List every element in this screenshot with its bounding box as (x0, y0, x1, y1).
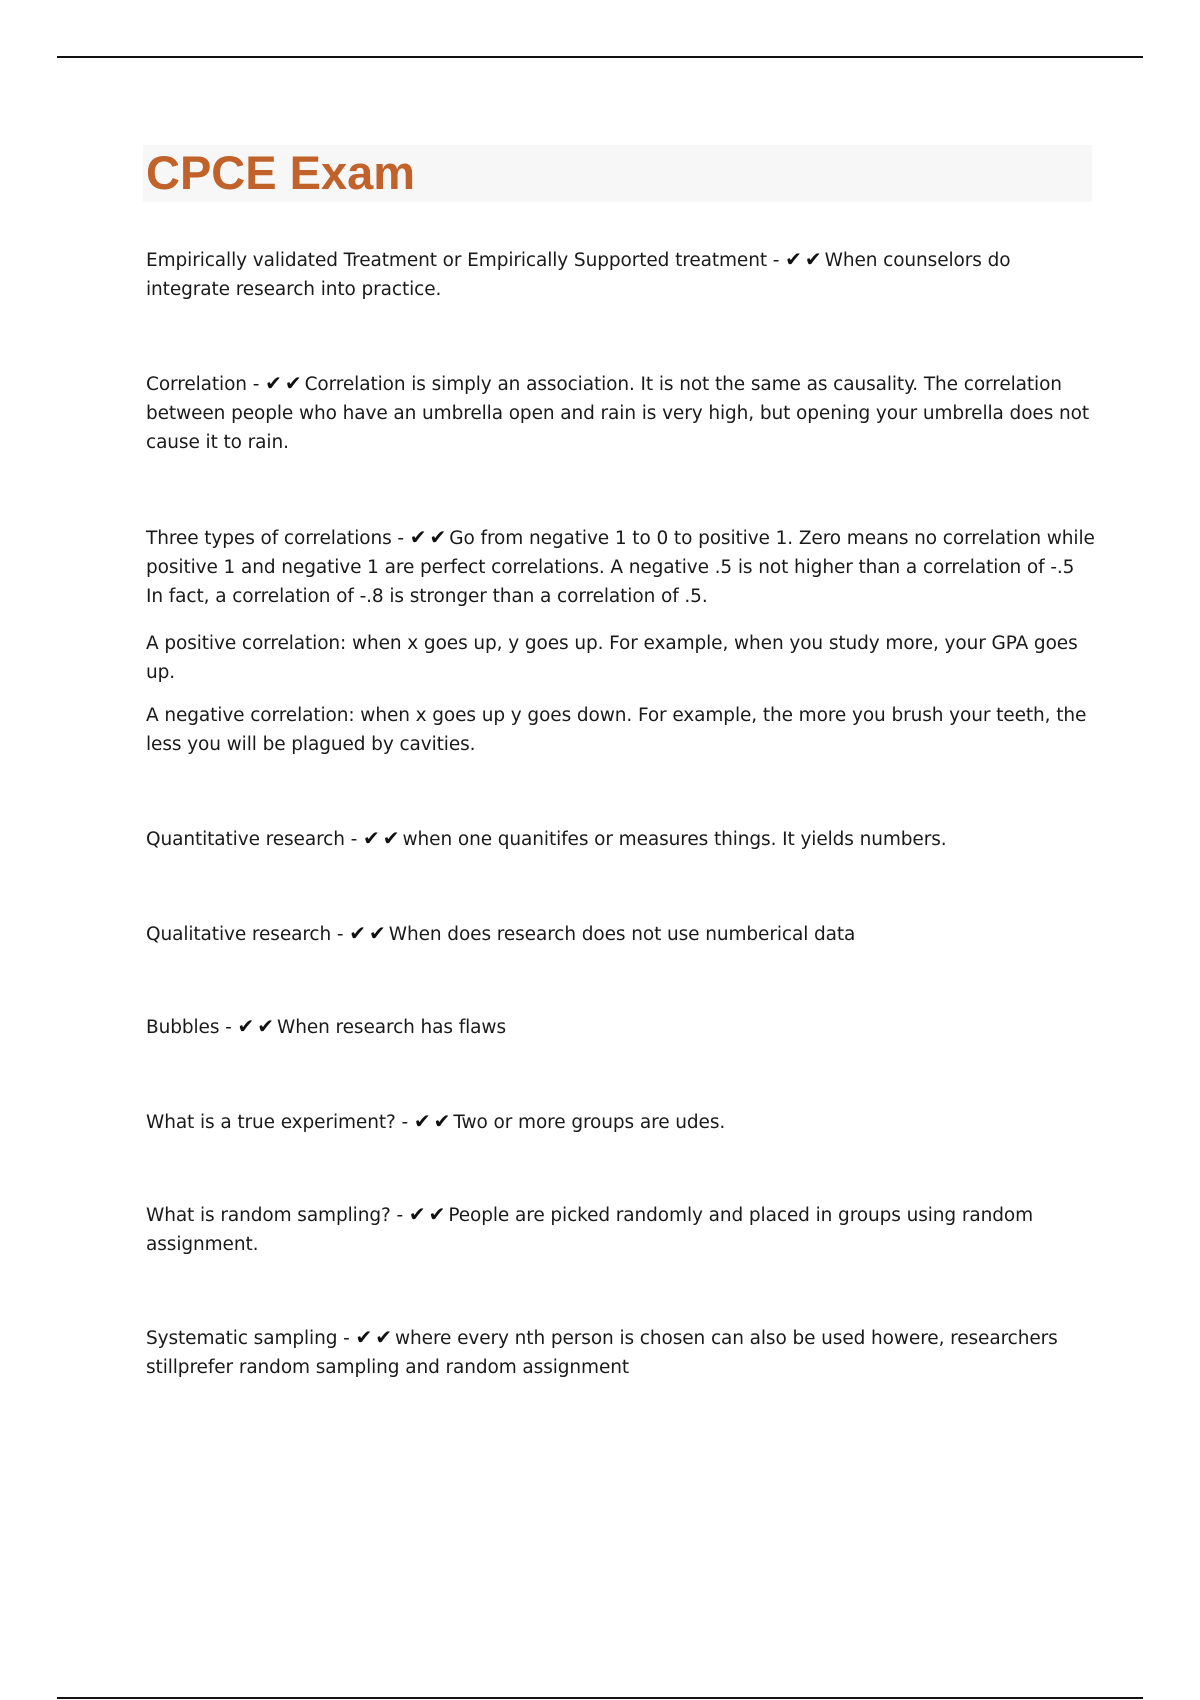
double-check-icon: ✔✔ (363, 826, 403, 850)
qa-text (146, 919, 1096, 949)
qa-text (146, 245, 1096, 304)
qa-text (146, 369, 1096, 457)
double-check-icon: ✔✔ (785, 247, 825, 271)
term: What is a true experiment? - (146, 1112, 409, 1133)
definition: where every nth person is chosen can also be used howere, researchers stillprefer random sampling and random assignment (146, 1328, 1058, 1378)
bottom-rule (57, 1697, 1143, 1699)
qa-entry (146, 523, 1096, 611)
term: Qualitative research - (146, 924, 344, 945)
qa-text (146, 824, 1096, 854)
definition: When counselors do integrate research into practice. (146, 250, 1011, 300)
term: Bubbles - (146, 1017, 232, 1038)
qa-text (146, 1323, 1096, 1382)
document-title: CPCE Exam (146, 146, 416, 199)
double-check-icon: ✔✔ (355, 1325, 396, 1349)
double-check-icon: ✔✔ (413, 1109, 454, 1133)
term: What is random sampling? - (146, 1205, 404, 1226)
definition: when one quanitifes or measures things. It yields numbers. (402, 829, 947, 850)
qa-entry (146, 824, 1096, 854)
qa-text (146, 1107, 1096, 1137)
double-check-icon: ✔✔ (237, 1014, 278, 1038)
term: Quantitative research - (146, 829, 358, 850)
positive-correlation-paragraph: A positive correlation: when x goes up, y goes up. For example, when you study more, your GPA goes up. (146, 633, 1078, 683)
definition: Two or more groups are udes. (453, 1112, 726, 1133)
definition: Go from negative 1 to 0 to positive 1. Zero means no correlation while positive 1 and negative 1 are perfect correlations. A negative .5 is not higher than a correlation of -.5 In fact, a correlation of -.8 is stronger than a correlation of .5. (146, 528, 1095, 607)
qa-entry (146, 245, 1096, 304)
qa-entry (146, 369, 1096, 457)
definition: Correlation is simply an association. It is not the same as causality. The correlation between people who have an umbrella open and rain is very high, but opening your umbrella does not cause it to rain. (146, 374, 1090, 453)
qa-entry (146, 919, 1096, 949)
qa-text (146, 1012, 1096, 1042)
term: Empirically validated Treatment or Empirically Supported treatment - (146, 250, 780, 271)
definition: When research has flaws (277, 1017, 506, 1038)
term: Three types of correlations - (146, 528, 404, 549)
qa-text (146, 1200, 1096, 1259)
qa-entry (146, 1012, 1096, 1042)
qa-entry (146, 1323, 1096, 1382)
double-check-icon: ✔✔ (349, 921, 389, 945)
double-check-icon: ✔✔ (409, 525, 450, 549)
top-rule (57, 56, 1143, 58)
definition: When does research does not use numberical data (388, 924, 856, 945)
double-check-icon: ✔✔ (265, 371, 305, 395)
negative-correlation-paragraph: A negative correlation: when x goes up y goes down. For example, the more you brush your teeth, the less you will be plagued by cavities. (146, 705, 1087, 755)
term: Correlation - (146, 374, 260, 395)
term: Systematic sampling - (146, 1328, 350, 1349)
qa-entry (146, 1200, 1096, 1259)
definition: People are picked randomly and placed in groups using random assignment. (146, 1205, 1033, 1255)
qa-entry (146, 1107, 1096, 1137)
double-check-icon: ✔✔ (408, 1202, 449, 1226)
qa-text (146, 523, 1096, 611)
